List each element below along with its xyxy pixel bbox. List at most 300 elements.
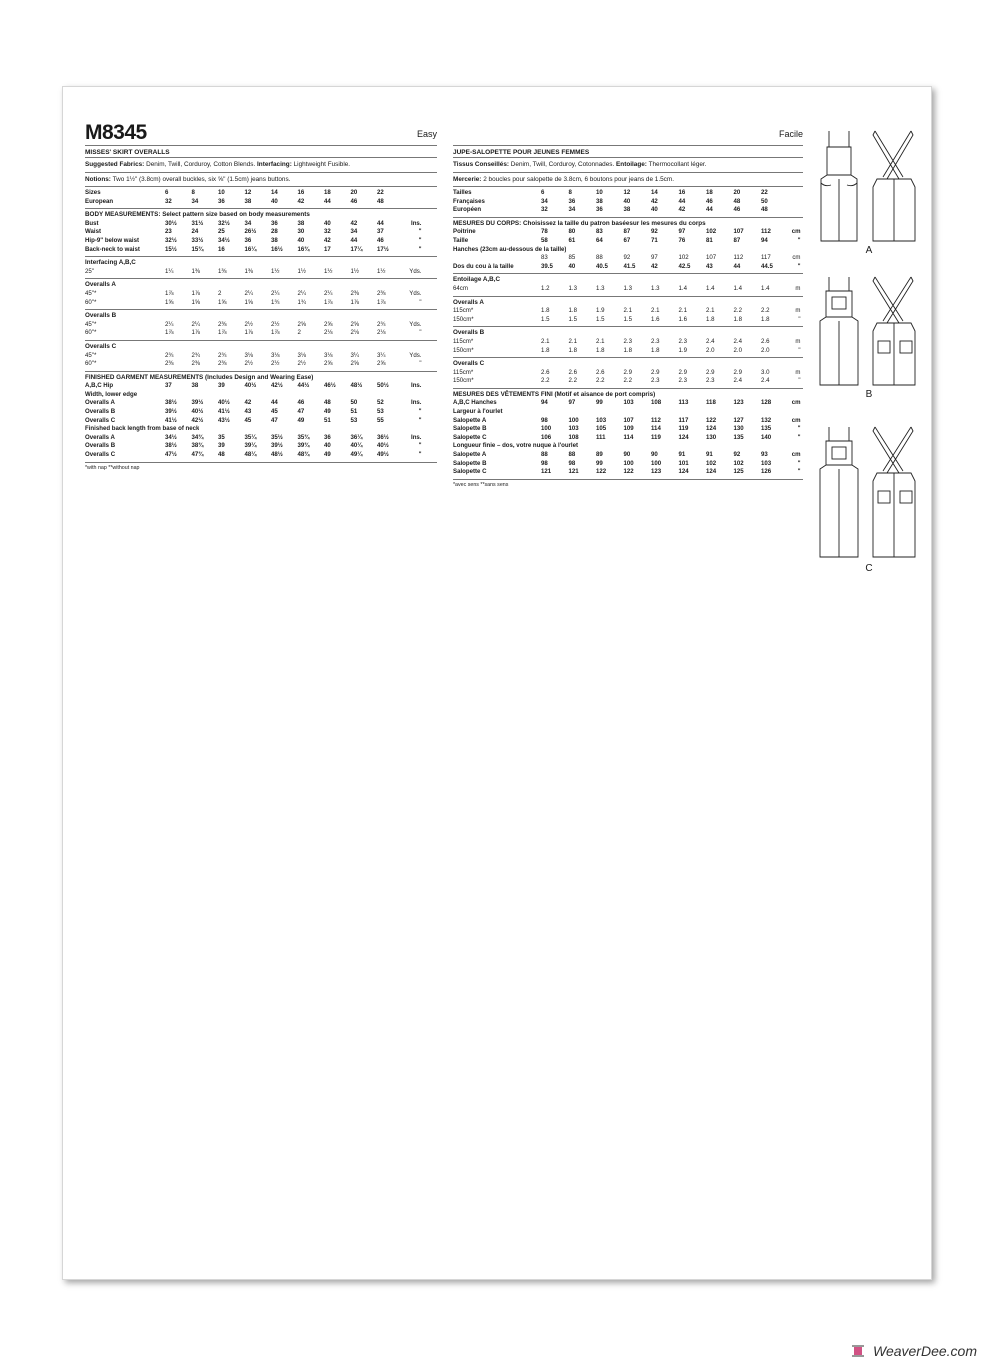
table-cell: 103 <box>568 425 579 433</box>
table-cell: 85 <box>568 254 576 262</box>
row-label: A,B,C Hip <box>85 382 114 390</box>
table-cell: 34 <box>541 197 548 205</box>
table-cell: 1.8 <box>733 315 742 323</box>
table-cell: 48¾ <box>297 451 310 459</box>
table-cell: 67 <box>623 236 631 244</box>
table-cell: 2¼ <box>191 320 200 328</box>
table-cell: 124 <box>706 468 717 476</box>
table-cell: 92 <box>623 254 631 262</box>
table-cell: 49¼ <box>350 451 363 459</box>
table-cell: 3⅛ <box>324 351 333 359</box>
table-cell: 107 <box>706 254 717 262</box>
table-cell: 8 <box>568 189 572 196</box>
table-cell: 44.5 <box>761 262 773 270</box>
table-cell: 1.8 <box>541 307 550 315</box>
table-cell: 100 <box>623 459 634 467</box>
table-cell: 2½ <box>244 360 253 368</box>
table-cell: 40 <box>271 197 278 205</box>
footnote: *with nap **without nap <box>85 464 140 471</box>
measurement-section <box>453 327 803 358</box>
table-cell: 122 <box>623 468 634 476</box>
row-label: Européen <box>453 206 482 214</box>
table-cell: 2¼ <box>165 320 174 328</box>
table-cell: 2⅜ <box>377 289 386 297</box>
table-row <box>85 391 437 400</box>
table-cell: 1½ <box>377 267 386 275</box>
footnote-fr: *avec sens **sans sens <box>453 481 509 488</box>
overalls-a-back-drawing <box>873 131 915 241</box>
table-cell: 132 <box>761 416 772 424</box>
table-cell: 122 <box>706 416 717 424</box>
table-cell: 40½ <box>218 399 230 407</box>
table-cell: 93 <box>761 451 768 459</box>
table-cell: 128 <box>761 399 772 407</box>
pattern-title: MISSES' SKIRT OVERALLS <box>85 146 437 158</box>
table-cell: 25 <box>218 228 225 236</box>
table-cell: 36 <box>596 206 603 214</box>
table-cell: 87 <box>733 236 741 244</box>
table-cell: 81 <box>706 236 713 244</box>
table-row <box>85 434 437 443</box>
table-cell: 122 <box>596 468 607 476</box>
table-cell: 39¾ <box>297 442 310 450</box>
table-cell: 40 <box>568 262 576 270</box>
table-cell: 28 <box>271 228 278 236</box>
table-cell: 1⅝ <box>165 298 174 306</box>
unit-label: " <box>798 315 801 323</box>
table-cell: 2¼ <box>297 289 306 297</box>
watermark-text: WeaverDee.com <box>872 1343 977 1359</box>
overalls-b-front-drawing <box>820 277 858 385</box>
table-cell: 47½ <box>165 451 177 459</box>
table-cell: 1⅞ <box>165 289 174 297</box>
table-cell: 130 <box>733 425 744 433</box>
unit-label: " <box>418 236 422 244</box>
row-label: Overalls A <box>85 399 115 407</box>
table-cell: 47 <box>271 416 278 424</box>
row-label: Width, lower edge <box>85 390 138 398</box>
row-label: Overalls B <box>85 442 116 450</box>
table-cell: 103 <box>596 416 607 424</box>
table-cell: 117 <box>761 254 771 262</box>
table-cell: 40½ <box>377 442 389 450</box>
table-cell: 124 <box>678 433 689 441</box>
table-cell: 40.5 <box>596 262 608 270</box>
pattern-envelope-back <box>62 86 932 1280</box>
measurement-section <box>453 274 803 296</box>
table-cell: 1¼ <box>165 267 174 275</box>
table-cell: 2.4 <box>733 377 742 385</box>
table-cell: 45 <box>271 408 278 416</box>
table-cell: 140 <box>761 433 772 441</box>
unit-label: Ins. <box>411 433 422 441</box>
row-label: Poitrine <box>453 228 476 236</box>
table-cell: 46 <box>377 236 384 244</box>
table-cell: 2.1 <box>706 307 715 315</box>
table-cell: 1.5 <box>568 315 577 323</box>
table-cell: 90 <box>651 451 658 459</box>
table-row <box>453 399 803 408</box>
table-cell: 2⅝ <box>350 320 359 328</box>
table-cell: 118 <box>706 399 716 407</box>
row-label: 115cm* <box>453 307 474 315</box>
unit-label <box>789 198 801 207</box>
table-cell: 89 <box>596 451 603 459</box>
section-heading: MESURES DES VÊTEMENTS FINI (Motif et aisance de port compris) <box>453 390 656 398</box>
measurement-sections <box>85 209 437 462</box>
table-cell: 112 <box>651 416 661 424</box>
table-cell: 2.1 <box>678 307 687 315</box>
overalls-c-back-drawing <box>873 427 915 557</box>
unit-label: " <box>797 262 801 270</box>
unit-label: Ins. <box>411 219 422 227</box>
table-cell: 97 <box>651 254 658 262</box>
table-cell: 102 <box>706 228 717 236</box>
table-cell: 2⅜ <box>218 360 227 368</box>
notions-line-fr: Mercerie: 2 boucles pour salopette de 3.8cm, 6 boutons pour jeans de 1.5cm. <box>453 173 803 188</box>
table-cell: 91 <box>706 451 713 459</box>
table-cell: 16 <box>678 189 686 196</box>
table-cell: 32 <box>541 206 548 214</box>
row-label: 45"* <box>85 289 97 297</box>
row-label: Hip-9" below waist <box>85 236 140 244</box>
table-cell: 2.4 <box>761 377 770 385</box>
row-label: Françaises <box>453 197 485 205</box>
table-cell: 1⅞ <box>377 298 386 306</box>
table-cell: 2.0 <box>761 346 770 354</box>
table-cell: 106 <box>541 433 552 441</box>
unit-label: cm <box>791 451 801 459</box>
table-cell: 39½ <box>271 442 283 450</box>
unit-label: " <box>798 377 801 385</box>
table-cell: 48 <box>377 197 384 205</box>
table-cell: 2¾ <box>191 351 200 359</box>
table-cell: 102 <box>733 459 744 467</box>
table-cell: 2⅝ <box>324 320 333 328</box>
section-heading: Overalls C <box>85 342 117 350</box>
table-cell: 103 <box>761 459 772 467</box>
table-cell: 17¼ <box>350 245 363 253</box>
spool-logo-icon <box>849 1342 867 1360</box>
table-cell: 15¾ <box>191 245 204 253</box>
row-label: Dos du cou à la taille <box>453 262 514 270</box>
table-row <box>85 451 437 460</box>
table-cell: 39¼ <box>244 442 257 450</box>
table-cell: 92 <box>733 451 741 459</box>
table-cell: 22 <box>377 189 384 196</box>
table-cell: 94 <box>541 399 548 407</box>
table-cell: 114 <box>651 425 661 433</box>
table-cell: 2.3 <box>623 337 632 345</box>
row-label: 45"* <box>85 351 97 359</box>
table-cell: 2 <box>297 329 301 337</box>
table-row <box>85 352 437 361</box>
table-cell: 48 <box>733 197 741 205</box>
table-cell: 31½ <box>191 219 204 227</box>
table-cell: 97 <box>568 399 576 407</box>
table-row <box>453 254 803 263</box>
unit-label: " <box>419 298 422 306</box>
table-cell: 3⅛ <box>271 351 280 359</box>
table-cell: 1.5 <box>596 315 605 323</box>
table-cell: 38 <box>297 219 305 227</box>
table-row <box>453 189 803 198</box>
drawing-label-a: A <box>865 245 873 256</box>
table-cell: 38 <box>596 197 603 205</box>
table-cell: 44 <box>733 262 741 270</box>
table-cell: 126 <box>761 468 772 476</box>
table-cell: 48 <box>324 399 331 407</box>
table-cell: 2½ <box>297 360 306 368</box>
table-cell: 1⅞ <box>191 289 200 297</box>
section-heading: MESURES DU CORPS: Choisissez la taille du patron baséesur les mesures du corps <box>453 219 706 227</box>
unit-label: cm <box>791 228 801 236</box>
table-cell: 1.8 <box>568 346 577 354</box>
table-cell: 2.6 <box>596 368 605 376</box>
table-cell: 42.5 <box>678 262 691 270</box>
unit-label: " <box>798 346 801 354</box>
table-cell: 40 <box>324 442 331 450</box>
table-cell: 44 <box>678 197 686 205</box>
table-row <box>453 316 803 325</box>
table-cell: 99 <box>596 459 603 467</box>
table-cell: 20 <box>350 189 358 196</box>
table-cell: 1¾ <box>271 298 280 306</box>
row-label: 60"* <box>85 360 97 368</box>
table-cell: 98 <box>541 416 548 424</box>
table-cell: 108 <box>651 399 662 407</box>
table-cell: 100 <box>541 425 552 433</box>
english-column <box>85 121 437 471</box>
row-label: 150cm* <box>453 346 474 354</box>
measurement-section <box>453 358 803 389</box>
row-label: 150cm* <box>453 315 474 323</box>
table-cell: 42 <box>651 197 658 205</box>
table-cell: 17½ <box>377 245 389 253</box>
table-cell: 109 <box>623 425 634 433</box>
row-label: Hanches (23cm au-dessous de la taille) <box>453 245 567 253</box>
row-label: Taille <box>453 236 469 244</box>
table-cell: 2.3 <box>651 377 660 385</box>
table-cell: 100 <box>651 459 662 467</box>
table-cell: 16 <box>297 189 305 196</box>
table-cell: 2.0 <box>706 346 715 354</box>
table-cell: 48 <box>218 451 225 459</box>
overalls-drawings-svg <box>815 127 923 587</box>
section-heading: Interfacing A,B,C <box>85 259 136 267</box>
table-cell: 102 <box>678 254 689 262</box>
table-row <box>85 321 437 330</box>
table-row <box>85 198 437 207</box>
table-row <box>85 408 437 417</box>
table-cell: 1.5 <box>623 315 632 323</box>
table-row <box>453 425 803 434</box>
table-cell: 47¾ <box>191 451 204 459</box>
table-cell: 40½ <box>244 382 257 390</box>
row-label: 115cm* <box>453 337 474 345</box>
table-cell: 2½ <box>271 320 280 328</box>
row-label: Salopette A <box>453 451 487 459</box>
table-cell: 6 <box>541 189 545 196</box>
table-cell: 1⅞ <box>271 329 280 337</box>
section-heading: Overalls A <box>453 298 484 306</box>
unit-label: " <box>797 425 801 433</box>
table-cell: 3.0 <box>761 368 770 376</box>
table-cell: 12 <box>623 189 631 196</box>
table-cell: 107 <box>733 228 744 236</box>
table-cell: 32 <box>324 228 331 236</box>
row-label: 60"* <box>85 298 97 306</box>
measurement-section <box>85 257 437 279</box>
table-row <box>453 468 803 477</box>
table-cell: 30 <box>297 228 305 236</box>
table-cell: 32½ <box>218 219 230 227</box>
table-cell: 1⅞ <box>244 329 253 337</box>
table-cell: 99 <box>596 399 603 407</box>
table-cell: 92 <box>651 228 658 236</box>
table-cell: 2⅜ <box>218 320 227 328</box>
table-cell: 1.2 <box>541 284 550 292</box>
table-cell: 49 <box>297 416 305 424</box>
table-cell: 38 <box>623 206 631 214</box>
table-cell: 53 <box>350 416 358 424</box>
table-cell: 17 <box>324 245 331 253</box>
unit-label: cm <box>792 254 801 262</box>
table-cell: 43 <box>244 408 252 416</box>
table-cell: 1½ <box>350 267 359 275</box>
table-cell: 61 <box>568 236 576 244</box>
table-cell: 1¾ <box>297 298 306 306</box>
table-cell: 48 <box>761 206 768 214</box>
table-row <box>453 417 803 426</box>
table-cell: 34¾ <box>191 433 204 441</box>
table-cell: 1.8 <box>761 315 770 323</box>
table-cell: 36 <box>568 197 576 205</box>
table-cell: 46 <box>297 399 305 407</box>
table-row <box>85 268 437 277</box>
unit-label: cm <box>791 399 801 407</box>
table-cell: 34 <box>244 219 252 227</box>
table-cell: 97 <box>678 228 686 236</box>
table-cell: 43 <box>706 262 713 270</box>
table-row <box>453 408 803 417</box>
table-row <box>453 246 803 255</box>
table-row <box>453 347 803 356</box>
unit-label: " <box>797 236 801 244</box>
table-row <box>453 451 803 460</box>
row-label: Overalls C <box>85 416 116 424</box>
table-cell: 1.6 <box>678 315 687 323</box>
table-cell: 36½ <box>377 433 389 441</box>
table-row <box>85 299 437 308</box>
table-cell: 2½ <box>271 360 280 368</box>
table-cell: 16¼ <box>244 245 257 253</box>
table-cell: 1.8 <box>623 346 632 354</box>
table-cell: 36¼ <box>350 433 363 441</box>
table-cell: 1⅞ <box>324 298 333 306</box>
table-cell: 2.9 <box>651 368 660 376</box>
english-header <box>85 121 437 146</box>
table-cell: 38½ <box>165 399 177 407</box>
table-cell: 42½ <box>191 416 204 424</box>
table-cell: 38½ <box>165 442 177 450</box>
unit-label: m <box>795 307 801 315</box>
table-cell: 38 <box>271 236 278 244</box>
section-heading: Overalls B <box>453 329 485 337</box>
table-cell: 2⅝ <box>324 360 333 368</box>
table-cell: 2.1 <box>623 307 632 315</box>
row-label: Salopette C <box>453 433 487 441</box>
row-label: A,B,C Hanches <box>453 399 497 407</box>
measurement-section <box>453 389 803 480</box>
difficulty-label-fr: Facile <box>778 129 803 139</box>
table-cell: 34 <box>568 206 576 214</box>
table-row <box>453 206 803 215</box>
table-cell: 48½ <box>350 382 363 390</box>
table-cell: 36 <box>324 433 331 441</box>
table-cell: 33½ <box>191 236 204 244</box>
section-heading: FINISHED GARMENT MEASUREMENTS (Includes Design and Wearing Ease) <box>85 373 314 381</box>
table-row <box>453 442 803 451</box>
table-cell: 71 <box>651 236 658 244</box>
table-cell: 98 <box>568 459 576 467</box>
pattern-title-fr: JUPE-SALOPETTE POUR JEUNES FEMMES <box>453 146 803 158</box>
table-cell: 2.9 <box>678 368 687 376</box>
table-cell: 91 <box>678 451 686 459</box>
table-cell: 35¾ <box>297 433 310 441</box>
section-heading: BODY MEASUREMENTS: Select pattern size based on body measurements <box>85 211 310 219</box>
table-cell: 2¼ <box>324 289 333 297</box>
table-cell: 38 <box>191 382 199 390</box>
table-cell: 2⅛ <box>377 329 386 337</box>
table-cell: 49 <box>324 408 331 416</box>
table-row <box>453 307 803 316</box>
table-cell: 36 <box>218 197 225 205</box>
table-cell: 1.8 <box>541 346 550 354</box>
table-cell: 94 <box>761 236 768 244</box>
unit-label: " <box>419 360 422 368</box>
measurement-section <box>85 279 437 310</box>
table-row <box>85 290 437 299</box>
row-label: Finished back length from base of neck <box>85 425 200 433</box>
sizes-block-fr <box>453 187 803 218</box>
table-cell: 2⅜ <box>165 360 174 368</box>
table-cell: 111 <box>596 433 606 441</box>
table-row <box>85 382 437 391</box>
table-cell: 22 <box>761 189 768 196</box>
notions-line: Notions: Two 1½" (3.8cm) overall buckles, six ⅝" (1.5cm) jeans buttons. <box>85 173 437 188</box>
table-cell: 2⅛ <box>350 329 359 337</box>
table-row <box>453 228 803 237</box>
table-cell: 18 <box>324 189 331 196</box>
table-row <box>85 237 437 246</box>
table-cell: 90 <box>623 451 631 459</box>
table-cell: 2¾ <box>377 320 386 328</box>
table-cell: 37 <box>165 382 172 390</box>
row-label: Salopette A <box>453 416 487 424</box>
table-cell: 2.3 <box>678 377 687 385</box>
table-cell: 41.5 <box>623 262 636 270</box>
table-cell: 52 <box>377 399 384 407</box>
row-label: Tailles <box>453 189 472 196</box>
table-cell: 2.2 <box>623 377 632 385</box>
table-cell: 107 <box>623 416 634 424</box>
table-cell: 10 <box>596 189 603 196</box>
table-cell: 1⅞ <box>350 298 359 306</box>
table-cell: 2.6 <box>568 368 577 376</box>
sizes-block <box>85 187 437 209</box>
measurement-section <box>85 310 437 341</box>
